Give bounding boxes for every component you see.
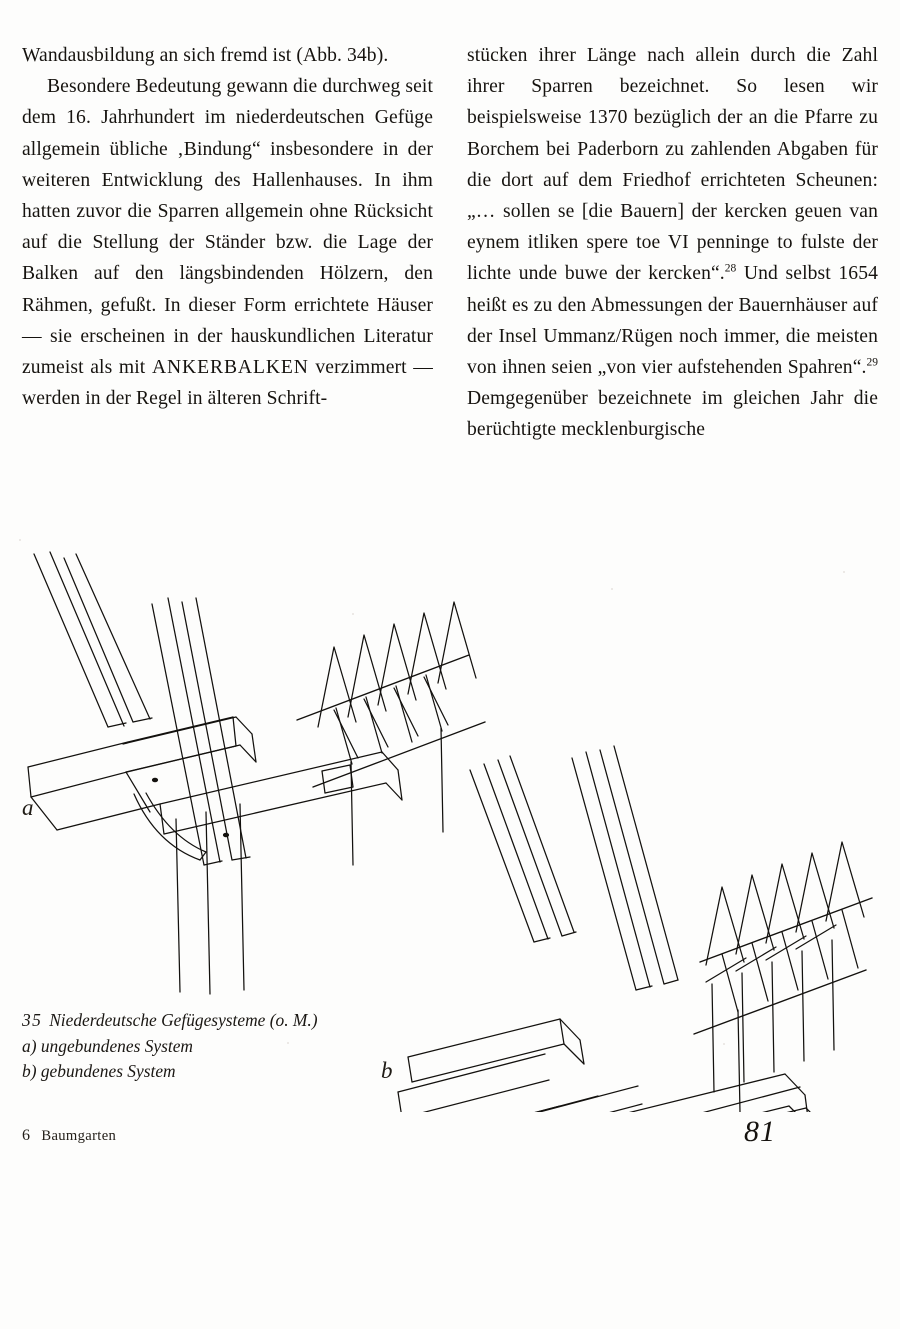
- two-column-text-body: [22, 40, 878, 446]
- scan-speckle: [19, 539, 21, 541]
- scan-speckle: [611, 588, 613, 590]
- caption-sub-b: [22, 1059, 442, 1085]
- paragraph-besondere-bedeutung: [22, 71, 433, 414]
- caption-sub-a-text: ungebundenes System: [40, 1035, 193, 1056]
- caption-sub-a: [22, 1034, 442, 1060]
- page-number: 81: [744, 1115, 776, 1148]
- panel-a-schematic-rafter-grid: [297, 602, 485, 865]
- figure-panel-label-b: b: [381, 1058, 393, 1083]
- panel-a-joint-detail: [28, 552, 402, 994]
- panel-b-joint-detail: [398, 746, 830, 1112]
- figure-panel-label-a: a: [22, 795, 34, 820]
- scan-speckle: [843, 571, 845, 573]
- footnote-marker-28: 28: [724, 262, 737, 275]
- left-text-column: [22, 40, 433, 446]
- caption-sub-a-label: a): [22, 1035, 37, 1056]
- paragraph-quellenzitate: [467, 40, 878, 446]
- quote-segment-borchem: stücken ihrer Länge nach allein durch die Zahl ihrer Sparren bezeichnet. So lesen wir beispielsweise 1370 bezüglich der an die Pfarre zu Borchem bei Paderborn zu zahlenden Abgaben für die dort auf dem Friedhof errichteten Scheunen: „… sollen se [die Bauern] der kercken geuen van eynem itliken spere toe VI penninge to fulste der lichte unde buwe der kercken“.: [467, 45, 878, 285]
- caption-sub-b-label: b): [22, 1061, 37, 1082]
- quote-segment-ummanz: Und selbst 1654 heißt es zu den Abmessungen der Bauernhäuser auf der Insel Ummanz/Rügen noch immer, die meisten von ihnen seien „von vier aufstehenden Spahren“.: [467, 263, 878, 379]
- term-ankerbalken: ANKERBALKEN: [151, 357, 309, 379]
- running-author: Baumgarten: [41, 1128, 117, 1144]
- paragraph-text-after-term: verzimmert — werden in der Regel in älteren Schrift-: [22, 357, 433, 410]
- footnote-marker-29: 29: [866, 356, 878, 369]
- panel-b-schematic-rafter-grid: [694, 842, 872, 1112]
- caption-sub-b-text: gebundenes System: [40, 1061, 176, 1082]
- figure-title: Niederdeutsche Gefügesysteme (o. M.): [49, 1010, 318, 1030]
- scan-speckle: [287, 1042, 289, 1044]
- caption-main-line: [22, 1008, 442, 1034]
- text-segment-mecklenburgische: Demgegenüber bezeichnete im gleichen Jahr die berüchtigte mecklenburgische: [467, 388, 878, 441]
- signature-mark: 6: [22, 1127, 31, 1144]
- paragraph-text-before-term: Besondere Bedeutung gewann die durchweg seit dem 16. Jahrhundert im niederdeutschen Gefüge allgemein übliche ‚Bindung“ insbesondere in der weiteren Entwicklung des Hallenhauses. In ihm hatten zuvor die Sparren allgemein ohne Rücksicht auf die Stellung der Ständer bzw. die Lage der Balken auf den längsbindenden Hölzern, den Rähmen, gefußt. In dieser Form errichtete Häuser — sie erscheinen in der hauskundlichen Literatur zumeist als mit: [22, 76, 433, 379]
- right-text-column: [467, 40, 878, 446]
- scan-speckle: [352, 613, 354, 615]
- signature-and-running-author: [22, 1127, 116, 1145]
- figure-number: 35: [22, 1010, 43, 1030]
- scan-speckle: [723, 1043, 725, 1045]
- paragraph-continuation: Wandausbildung an sich fremd ist (Abb. 34b).: [22, 45, 389, 66]
- figure-caption: [22, 1008, 442, 1085]
